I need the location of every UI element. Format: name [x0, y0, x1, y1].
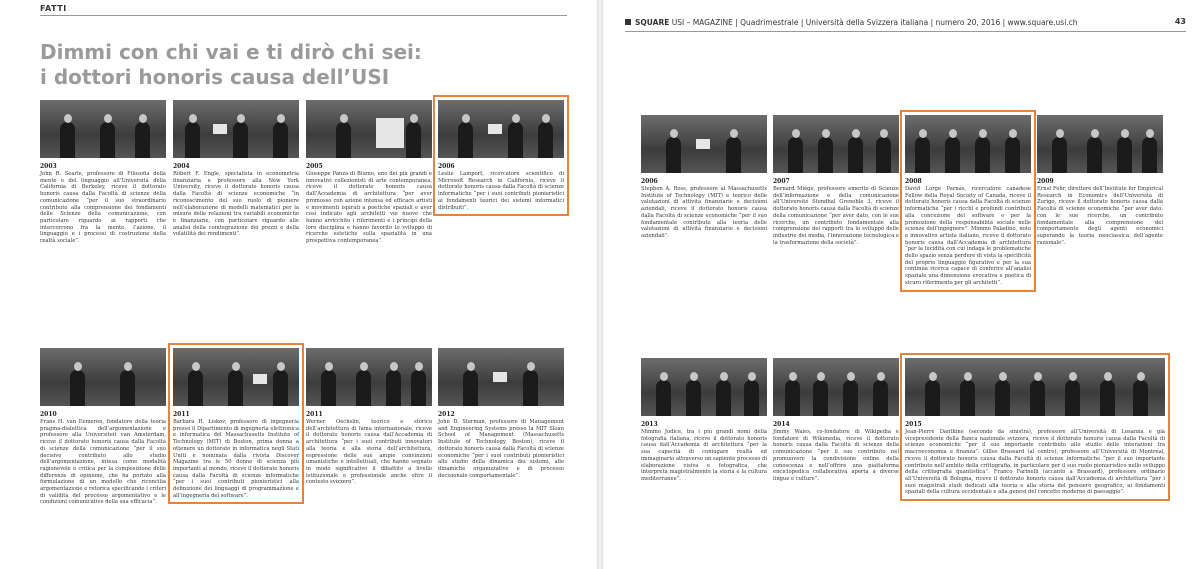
entry-year: 2014 — [773, 421, 790, 428]
ceremony-photo — [641, 115, 767, 173]
entry-text: Barbara H. Liskov, professore di ingegneria presso il Dipartimento di ingegneria elettronica e informatica del Massachusetts Institute of Technology (MIT) di Boston, prima donna a ottenere un dottorato in informatica negli Stati Uniti e nominata dalla rivista Discover Magazine tra le 50 donne di scienza più importanti al mondo, riceve il dottorato honoris causa dalla Facoltà di scienze informatiche “per i suoi contributi pionieristici alla definizione dei linguaggi di programmazione e all’ingegneria del software”. — [173, 419, 299, 499]
honoris-entry-2009 — [1037, 115, 1163, 246]
honoris-entry-2012 — [438, 348, 564, 479]
entry-text: Jean-Pierre Danthine (secondo da sinistra), professore all’Università di Losanna e già vicepresidente della Banca nazionale svizzera, riceve il dottorato honoris causa dalla Facoltà di scienze economiche “per il suo importante contributo allo studio delle interazioni tra macroeconomia e finanza”. Gilles Brassard (al centro), professore all’Università di Montréal, riceve il dottorato honoris causa dalla Facoltà di scienze informatiche “per il suo importante contributo nell’ambito della crittografia, in particolare per il suo ruolo pionieristico nello sviluppo della crittografia quantistica”. Franco Farinelli (accanto a Brassard), professore ordinario all’Università di Bologna, riceve il dottorato honoris causa dall’Accademia di architettura “per i suoi magistrali studi dedicati alla teoria e alla storia del pensiero geografico, ai fondamenti spaziali della cultura occidentale e alla genesi del concetto moderno di paesaggio”. — [905, 429, 1165, 496]
honoris-entry-2007 — [773, 115, 899, 246]
ceremony-photo — [773, 358, 899, 416]
top-rule — [40, 15, 567, 16]
honoris-entry-2010 — [40, 348, 166, 506]
honoris-entry-2011-liskov — [173, 348, 299, 499]
section-tag: FATTI — [40, 4, 67, 13]
entry-text: Frans H. van Eemeren, fondatore della teoria pragma-dialettica dell’argomentazione e professore alla Universiteit van Amsterdam, riceve il dottorato honoris causa dalla Facoltà di scienze della comunicazione “per il suo decisivo contributo allo studio dell’argomentazione, intesa come modalità ragionevole e critica per la composizione delle differenze di opinione, che ha portato alla formulazione di un modello che riconcilia argomentazione e retorica specificando i criteri di validità del processo argomentativo e le condizioni comunicative della sua efficacia”. — [40, 419, 166, 506]
honoris-entry-2006-lamport — [438, 100, 564, 211]
headline-line-2: i dottori honoris causa dell’USI — [40, 65, 390, 89]
honoris-entry-2003 — [40, 100, 166, 245]
entry-year: 2012 — [438, 411, 455, 418]
ceremony-photo — [905, 358, 1165, 416]
ceremony-photo — [438, 100, 564, 158]
honoris-entry-2013 — [641, 358, 767, 483]
entry-year: 2013 — [641, 421, 658, 428]
entry-year: 2010 — [40, 411, 57, 418]
ceremony-photo — [173, 348, 299, 406]
entry-text: Mimmo Jodice, tra i più grandi nomi della fotografia italiana, riceve il dottorato honoris causa dall’Accademia di architettura “per la sua capacità di coniugare realtà ed immaginario attraverso un sapiente processo di elaborazione visiva e fotografica, che interpreta magistralmente la storia e la cultura mediterranee”. — [641, 429, 767, 482]
masthead-brand: SQUARE — [635, 18, 670, 27]
entry-text: Stephen A. Ross, professore al Massachusetts Institute of Technology (MIT) e teorico delle valutazioni di attività finanziarie e decisioni aziendali, riceve il dottorato honoris causa dalla Facoltà di scienze economiche “per il suo fondamentale contributo alla teoria delle valutazioni di attività finanziarie e decisioni aziendali”. — [641, 186, 767, 239]
entry-year: 2003 — [40, 163, 57, 170]
honoris-entry-2014 — [773, 358, 899, 483]
entry-year: 2015 — [905, 421, 922, 428]
entry-text: Giuseppe Panza di Biumo, uno dei più grandi e innovativi collezionisti di arte contemporanea, riceve il dottorato honoris causa dall’Accademia di architettura “per aver promosso con azione intensa ed efficace artisti e movimenti ispirati a poetiche spaziali e aver così indicato agli architetti vie nuove che hanno arricchito i riferimenti e i principi della loro disciplina e hanno favorito lo sviluppo di ricerche estetiche sulla spazialità in una prospettiva contemporanea”. — [306, 171, 432, 245]
entry-text: David Lorge Parnas, ricercatore canadese Fellow della Royal Society of Canada, riceve il dottorato honoris causa dalla Facoltà di scienze informatiche “per i ricchi e profondi contributi alla concezione del software e per la promozione della responsabilità sociale nelle scienze dell’ingegnere”. Mimmo Paladino, noto e innovativo artista italiano, riceve il dottorato honoris causa dall’Accademia di architettura “per la lucidità con cui indaga le problematiche dello spazio senza perdere di vista la specificità del proprio linguaggio figurativo e per la sua continua ricerca capace di conferire all’analisi spaziale una dimensione evocativa e poetica di sicuro riferimento per gli architetti”. — [905, 186, 1031, 286]
left-page — [0, 0, 597, 569]
entry-year: 2004 — [173, 163, 190, 170]
entry-year: 2011 — [173, 411, 190, 418]
top-rule — [625, 31, 1186, 32]
page-headline — [40, 40, 422, 90]
masthead-details: USI – MAGAZINE | Quadrimestrale | Università della Svizzera italiana | numero 20, 2016 | www.square.usi.ch — [671, 18, 1078, 27]
ceremony-photo — [40, 100, 166, 158]
headline-line-1: Dimmi con chi vai e ti dirò chi sei: — [40, 40, 422, 64]
honoris-entry-2005 — [306, 100, 432, 245]
ceremony-photo — [40, 348, 166, 406]
ceremony-photo — [306, 100, 432, 158]
entry-text: Bernard Miège, professore emerito di Scienze dell’informazione e della comunicazione all’Université Stendhal Grenoble 3, riceve il dottorato honoris causa dalla Facoltà di scienze della comunicazione “per aver dato, con le sue ricerche, un contributo fondamentale alla comprensione dei rapporti tra lo sviluppo delle industrie dei media, l’innovazione tecnologica e la trasformazione della società”. — [773, 186, 899, 246]
entry-text: Robert F. Engle, specialista in econometria finanziaria e professore alla New York University, riceve il dottorato honoris causa dalla Facoltà di scienze economiche “in riconoscimento del suo ruolo di pioniere nell’elaborazione di modelli matematici per la misura delle relazioni tra variabili economiche e finanziarie, con particolare riguardo alle analisi della cointegrazione dei prezzi e della volatilità dei rendimenti”. — [173, 171, 299, 238]
honoris-entry-2006-ross — [641, 115, 767, 240]
ceremony-photo — [773, 115, 899, 173]
ceremony-photo — [1037, 115, 1163, 173]
entry-year: 2006 — [438, 163, 455, 170]
ceremony-photo — [641, 358, 767, 416]
ceremony-photo — [306, 348, 432, 406]
square-logo-icon — [625, 19, 631, 25]
ceremony-photo — [173, 100, 299, 158]
masthead — [625, 18, 1078, 27]
entry-year: 2008 — [905, 178, 922, 185]
ceremony-photo — [438, 348, 564, 406]
entry-year: 2006 — [641, 178, 658, 185]
entry-text: Werner Oechslin, teorico e storico dell’architettura di fama internazionale, riceve il dottorato honoris causa dall’Accademia di architettura “per i suoi contributi innovatori alla teoria e alla storia dell’architettura, espressione delle sue ampie convinzioni umanistiche e intellettuali, che hanno segnato in modo significativo il dibattito a livello istituzionale e professionale anche oltre il contesto svizzero”. — [306, 419, 432, 486]
entry-text: Leslie Lamport, ricercatore scientifico di Microsoft Research in California, riceve il dottorato honoris causa dalla Facoltà di scienze informatiche “per i suoi contributi pionieristici ai fondamenti teorici dei sistemi informatici distribuiti”. — [438, 171, 564, 211]
entry-text: Ernst Fehr, direttore dell’Institute for Empirical Research in Economics dell’Università di Zurigo, riceve il dottorato honoris causa dalla Facoltà di scienze economiche “per aver dato, con le sue ricerche, un contributo fondamentale alla comprensione del comportamento degli agenti economici superando la teoria neoclassica dell’agente razionale”. — [1037, 186, 1163, 246]
honoris-entry-2011-oechslin — [306, 348, 432, 486]
entry-text: Jimmy Wales, co-fondatore di Wikipedia e fondatore di Wikimedia, riceve il dottorato honoris causa dalla Facoltà di scienze della comunicazione “per il suo contributo nel promuovere la condivisione online della conoscenza e nell’offrire una piattaforma enciclopedica collaborativa aperta a diverse lingue e culture”. — [773, 429, 899, 482]
entry-year: 2005 — [306, 163, 323, 170]
entry-year: 2007 — [773, 178, 790, 185]
right-page — [603, 0, 1200, 569]
entry-year: 2011 — [306, 411, 323, 418]
entry-text: John R. Searle, professore di Filosofia della mente e del linguaggio all’Università della California di Berkeley, riceve il dottorato honoris causa dalla Facoltà di scienze della comunicazione “per il suo straordinario contributo alla comprensione dei fondamenti delle Scienze della comunicazione, con particolare riguardo ai rapporti che intercorrono fra la mente, l’azione, il linguaggio e i processi di costruzione della realtà sociale”. — [40, 171, 166, 245]
ceremony-photo — [905, 115, 1031, 173]
entry-year: 2009 — [1037, 178, 1054, 185]
entry-text: John D. Sterman, professore di Management and Engineering Systems presso la MIT Sloan School of Management (Massachusetts Institute of Technology, Boston), riceve il dottorato honoris causa dalla Facoltà di scienze economiche “per i suoi contributi pionieristici allo studio della dinamica dei sistemi, alle dinamiche organizzative e di processo decisionale comportamentale”. — [438, 419, 564, 479]
page-number: 43 — [1174, 17, 1186, 26]
honoris-entry-2004 — [173, 100, 299, 238]
honoris-entry-2015 — [905, 358, 1165, 496]
honoris-entry-2008 — [905, 115, 1031, 287]
